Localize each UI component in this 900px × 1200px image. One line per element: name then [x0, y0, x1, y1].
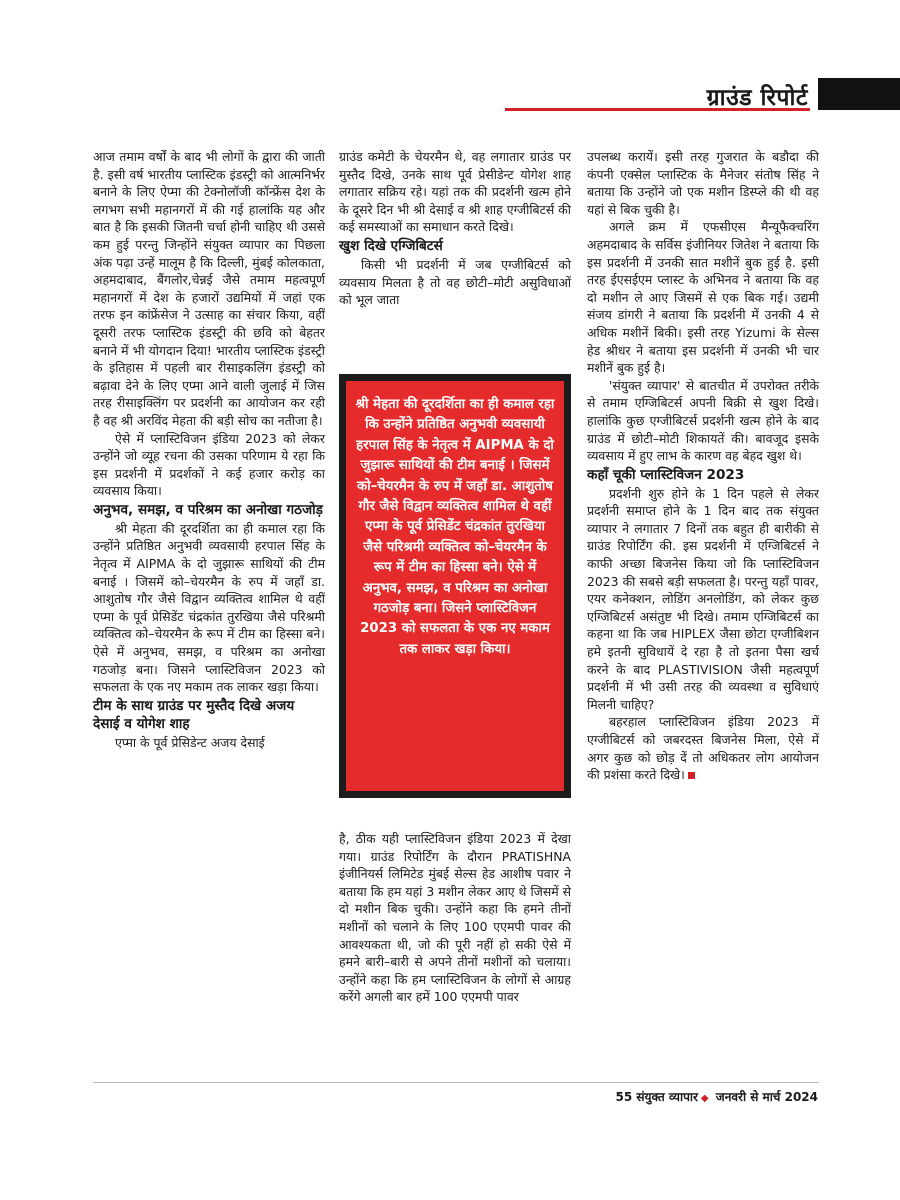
paragraph: एप्मा के पूर्व प्रेसिडेन्ट अजय देसाई — [115, 734, 265, 750]
header-black-block — [818, 78, 900, 110]
paragraph: आज तमाम वर्षों के बाद भी लोगों के द्वारा की जाती है. इसी वर्ष भारतीय प्लास्टिक इंडस्ट्री को आत्मनिर्भर बनाने के लिए ऐप्मा की टेक्नोलॉजी कॉन्फ्रेंस देश के लगभग सभी महानगरों में की गई हालांकि यह और बात है कि इसकी जितनी चर्चा होनी चाहिए थी उससे कम हुई परन्तु जिन्होंने संयुक्त व्यापार का पिछला अंक पढ़ा उन्हें मालूम है कि दिल्ली, मुंबई कोलकाता, अहमदाबाद, बैंगलोर,चेन्नई जैसे तमाम महत्वपूर्ण महानगरों में देश के हजारों उद्यमियों में जहां एक तरफ इन कांफ्रेंसेज ने उत्साह का संचार किया, वहीं दूसरी तरफ प्लास्टिक इंडस्ट्री की छवि को बेहतर बनाने में भी योगदान दिया! भारतीय प्लास्टिक इंडस्ट्री के इतिहास में पहली बार रीसाइकलिंग इंडस्ट्री को बढ़ावा देने के लिए एप्मा आने वाली जुलाई में जिस तरह रीसाइक्लिंग पर प्रदर्शनी का आयोजन कर रही है वह श्री अरविंद मेहता की बड़ी सोच का नतीजा है। — [93, 149, 325, 428]
end-of-article-mark — [688, 772, 695, 779]
paragraph: उपलब्ध करायें। इसी तरह गुजरात के बडौदा की कंपनी एक्सेल प्लास्टिक के मैनेजर संतोष सिंह ने बताया कि उन्होंने जो एक मशीन डिस्प्ले की थी वह यहां से बिक चुकी है। — [587, 149, 819, 217]
section-title: ग्राउंड रिपोर्ट — [706, 85, 808, 111]
pull-quote-box — [339, 374, 571, 798]
paragraph: अगले क्रम में एफसीएस मैन्यूफैक्चरिंग अहमदाबाद के सर्विस इंजीनियर जितेश ने बताया कि इस प्रदर्शनी में उनकी सात मशीनें बुक हुई है. इसी तरह ईएसईएम प्लास्ट के अभिनव ने बताया कि वह दो मशीन ले आए जिसमें से एक बिक गई। उद्यमी संजय डांगरी ने बताया कि प्रदर्शनी में उनकी 4 से अधिक मशीनें बिकी। इसी तरह Yizumi के सेल्स हेड श्रीधर ने बताया इस प्रदर्शनी में उनकी भी चार मशीनें बुक हुई है। — [587, 219, 819, 376]
paragraph-text: बहरहाल प्लास्टिविजन इंडिया 2023 में एग्जीबिटर्स को जबरदस्त बिजनेस मिला, ऐसे में अगर कुछ को छोड़ दें तो अधिकतर लोग आयोजन की प्रशंसा करते दिखे। — [587, 714, 819, 783]
article-column-3 — [587, 148, 819, 784]
subheading: टीम के साथ ग्राउंड पर मुस्तैद दिखे अजय देसाई व योगेश शाह — [93, 697, 295, 732]
paragraph: है, ठीक यही प्लास्टिविजन इंडिया 2023 में देखा गया। ग्राउंड रिपोर्टिंग के दौरान PRATISHNA इंजीनियर्स लिमिटेड मुंबई सेल्स हेड आशीष पवार ने बताया कि हम यहां 3 मशीन लेकर आए थे जिसमें से दो मशीन बिक चुकी। उन्होंने कहा कि हमने तीनों मशीनों को चलाने के लिए 100 एएमपी पावर की आवश्यकता थी, जो की पूरी नहीं हो सकी ऐसे में हमने बारी–बारी से अपने तीनों मशीनों को चलाया। उन्होंने कहा कि हम प्लास्टिविजन के लोगों से आग्रह करेंगे अगली बार हमें 100 एएमपी पावर — [339, 831, 571, 1005]
pull-quote-text: श्री मेहता की दूरदर्शिता का ही कमाल रहा कि उन्होंने प्रतिष्ठित अनुभवी व्यवसायी हरपाल सिंह के नेतृत्व में AIPMA के दो जुझारू साथियों की टीम बनाई । जिसमें को–चेयरमैन के रुप में जहाँ डा. आशुतोष गौर जैसे विद्वान व्यक्तित्व शामिल थे वहीं एप्मा के पूर्व प्रेसिडेंट चंद्रकांत तुरखिया जैसे परिश्रमी व्यक्तित्व को–चेयरमैन के रूप में टीम का हिस्सा बने। ऐसे में अनुभव, समझ, व परिश्रम का अनोखा गठजोड़ बना। जिसने प्लास्टिविजन 2023 को सफलता के एक नए मकाम तक लाकर खड़ा किया। — [346, 381, 564, 791]
article-column-2-bottom — [339, 830, 571, 1006]
paragraph: 'संयुक्त व्यापार' से बातचीत में उपरोक्त तरीके से तमाम एग्जिबिटर्स अपनी बिक्री से खुश दिखे। हालांकि कुछ एग्जीबिटर्स प्रदर्शनी खत्म होने के बाद ग्राउंड में छोटी–मोटी शिकायतें की। बावजूद इसके व्यवसाय में हुए लाभ के कारण वह बेहद खुश थे। — [587, 377, 819, 464]
paragraph — [587, 713, 819, 783]
paragraph: ग्राउंड कमेटी के चेयरमैन थे, वह लगातार ग्राउंड पर मुस्तैद दिखे, उनके साथ पूर्व प्रेसीडेन्ट योगेश शाह लगातार सक्रिय रहे। यहां तक की प्रदर्शनी खत्म होने के दूसरे दिन भी श्री देसाई व श्री शाह एग्जीबिटर्स की कई समस्याओं का समाधान करते दिखे। — [339, 149, 571, 235]
article-column-2-top — [339, 148, 571, 309]
article-column-1 — [93, 148, 325, 751]
subheading: खुश दिखे एग्जिबिटर्स — [339, 237, 443, 254]
paragraph: किसी भी प्रदर्शनी में जब एग्जीबिटर्स को व्यवसाय मिलता है तो वह छोटी–मोटी असुविधाओं को भूल जाता — [339, 256, 571, 308]
paragraph: श्री मेहता की दूरदर्शिता का ही कमाल रहा कि उन्होंने प्रतिष्ठित अनुभवी व्यवसायी हरपाल सिंह के नेतृत्व में AIPMA के दो जुझारू साथियों की टीम बनाई । जिसमें को–चेयरमैन के रुप में जहाँ डा. आशुतोष गौर जैसे विद्वान व्यक्तित्व शामिल थे वहीं एप्मा के पूर्व प्रेसिडेंट चंद्रकांत तुरखिया जैसे परिश्रमी व्यक्तित्व को–चेयरमैन के रूप में टीम का हिस्सा बने। ऐसे में अनुभव, समझ, व परिश्रम का अनोखा गठजोड़ बना। जिसने प्लास्टिविजन 2023 को सफलता के एक नए मकाम तक लाकर खड़ा किया। — [93, 520, 325, 695]
magazine-name: संयुक्त व्यापार — [636, 1090, 698, 1104]
paragraph: प्रदर्शनी शुरु होने के 1 दिन पहले से लेकर प्रदर्शनी समाप्त होने के 1 दिन बाद तक संयुक्त व्यापार ने लगातार 7 दिनों तक बहुत ही बारीकी से ग्राउंड रिपोर्टिंग की. इस प्रदर्शनी में एग्जिबिटर्स ने काफी अच्छा बिजनेस किया जो कि प्लास्टिविजन 2023 की सबसे बड़ी सफलता है। परन्तु यहाँ पावर, एयर कनेक्शन, लोडिंग अनलोडिंग, को लेकर कुछ एग्जिबिटर्स असंतुष्ट भी दिखे। तमाम एग्जिबिटर्स का कहना था कि जब HIPLEX जैसा छोटा एग्जीबिशन हमे इतनी सुविधायें दे रहा है तो इतना पैसा खर्च करने के बाद PLASTIVISION जैसी महत्वपूर्ण प्रदर्शनी में भी उसी तरह की व्यवस्था व सुविधाएं मिलनी चाहिए? — [587, 485, 819, 712]
page-footer — [615, 1088, 818, 1105]
diamond-icon: ◆ — [700, 1093, 709, 1104]
page-number: 55 — [615, 1090, 633, 1104]
subheading: कहाँ चूकी प्लास्टिविजन 2023 — [587, 466, 745, 483]
paragraph: ऐसे में प्लास्टिविजन इंडिया 2023 को लेकर उन्होंने जो व्यूह रचना की उसका परिणाम ये रहा कि इस प्रदर्शनी में प्रदर्शकों ने कई हजार करोड़ का व्यवसाय किया। — [93, 430, 325, 499]
section-header — [0, 76, 900, 136]
subheading: अनुभव, समझ, व परिश्रम का अनोखा गठजोड़ — [93, 501, 323, 518]
issue-date: जनवरी से मार्च 2024 — [715, 1090, 818, 1104]
footer-divider — [93, 1082, 819, 1083]
